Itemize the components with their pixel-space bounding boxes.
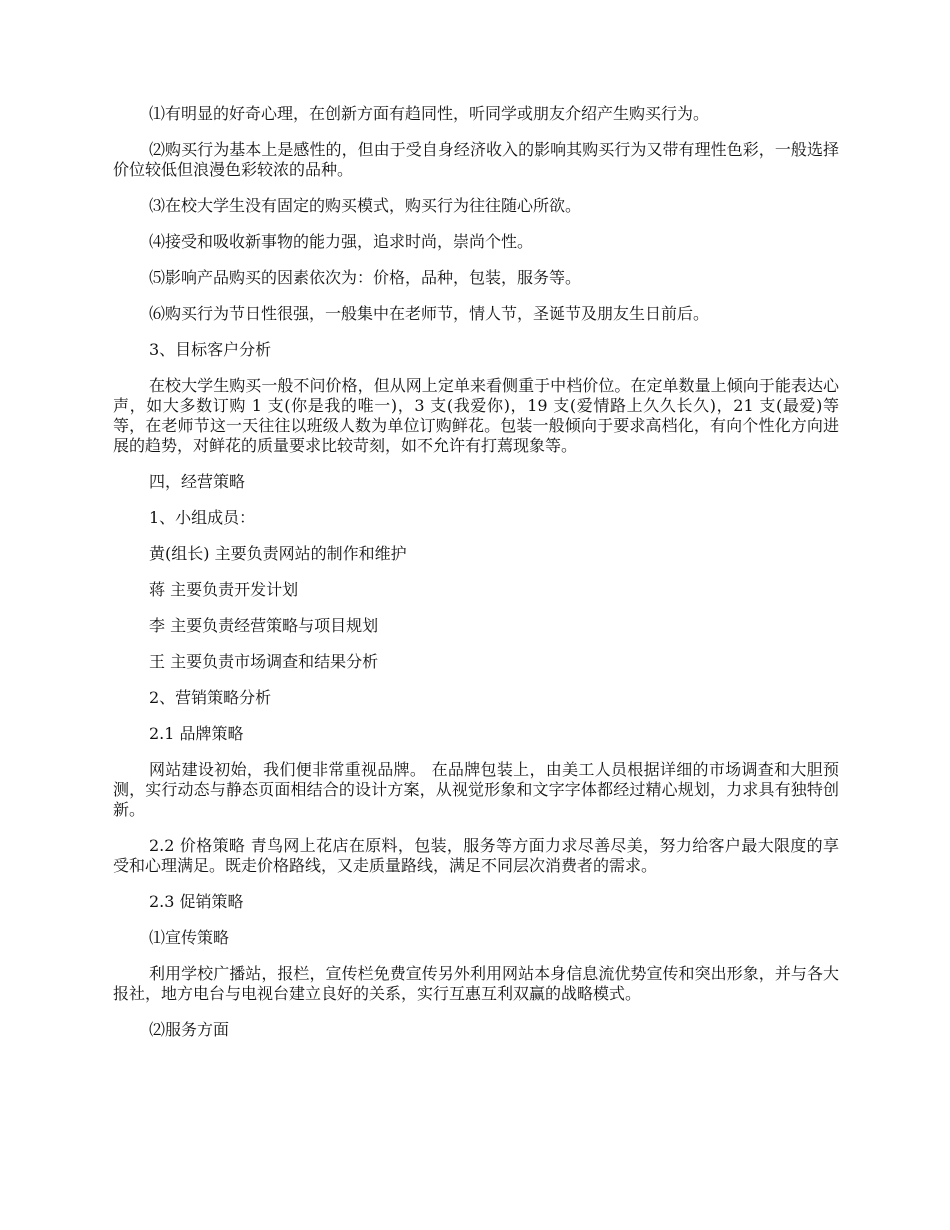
paragraph: 网站建设初始，我们便非常重视品牌。 在品牌包装上，由美工人员根据详细的市场调查和大胆预测，实行动态与静态页面相结合的设计方案，从视觉形象和文字字体都经过精心规划，力求具有独特创新。 xyxy=(113,760,839,819)
section-heading: 四，经营策略 xyxy=(149,472,246,491)
paragraph: 在校大学生购买一般不问价格，但从网上定单来看侧重于中档价位。在定单数量上倾向于能表达心声，如大多数订购 1 支(你是我的唯一)，3 支(我爱你)，19 支(爱情路上久久长久)，21 支(最爱)等等，在老师节这一天往往以班级人数为单位订购鲜花。包装一般倾向于要求高档化，有向个性化方向进展的趋势，对鲜花的质量要求比较苛刻，如不允许有打蔫现象等。 xyxy=(113,376,839,455)
document-body xyxy=(113,104,839,1056)
paragraph: ⑸影响产品购买的因素依次为：价格，品种，包装，服务等。 xyxy=(149,268,582,287)
paragraph: 2.2 价格策略 青鸟网上花店在原料，包装，服务等方面力求尽善尽美，努力给客户最大限度的享受和心理满足。既走价格路线，又走质量路线，满足不同层次消费者的需求。 xyxy=(113,836,839,875)
subsection-heading: 2.1 品牌策略 xyxy=(149,724,244,743)
paragraph: ⑹购买行为节日性很强，一般集中在老师节，情人节，圣诞节及朋友生日前后。 xyxy=(149,304,710,323)
paragraph: ⑴有明显的好奇心理，在创新方面有趋同性，听同学或朋友介绍产生购买行为。 xyxy=(149,104,710,123)
section-heading: 1、小组成员： xyxy=(149,508,256,527)
paragraph: 利用学校广播站，报栏，宣传栏免费宣传另外利用网站本身信息流优势宣传和突出形象，并与各大报社，地方电台与电视台建立良好的关系，实行互惠互利双赢的战略模式。 xyxy=(113,964,839,1003)
section-heading: 3、目标客户分析 xyxy=(149,340,272,359)
member-line: 黄(组长) 主要负责网站的制作和维护 xyxy=(149,544,407,563)
member-line: 蒋 主要负责开发计划 xyxy=(149,580,299,599)
member-line: 李 主要负责经营策略与项目规划 xyxy=(149,616,379,635)
paragraph: ⑷接受和吸收新事物的能力强，追求时尚，崇尚个性。 xyxy=(149,232,534,251)
member-line: 王 主要负责市场调查和结果分析 xyxy=(149,652,379,671)
subsection-heading: 2.3 促销策略 xyxy=(149,892,244,911)
section-heading: 2、营销策略分析 xyxy=(149,688,272,707)
paragraph: ⑶在校大学生没有固定的购买模式，购买行为往往随心所欲。 xyxy=(149,196,582,215)
paragraph: ⑵购买行为基本上是感性的，但由于受自身经济收入的影响其购买行为又带有理性色彩，一般选择价位较低但浪漫色彩较浓的品种。 xyxy=(113,140,839,179)
subsection-heading: ⑵服务方面 xyxy=(149,1020,230,1039)
subsection-heading: ⑴宣传策略 xyxy=(149,928,230,947)
